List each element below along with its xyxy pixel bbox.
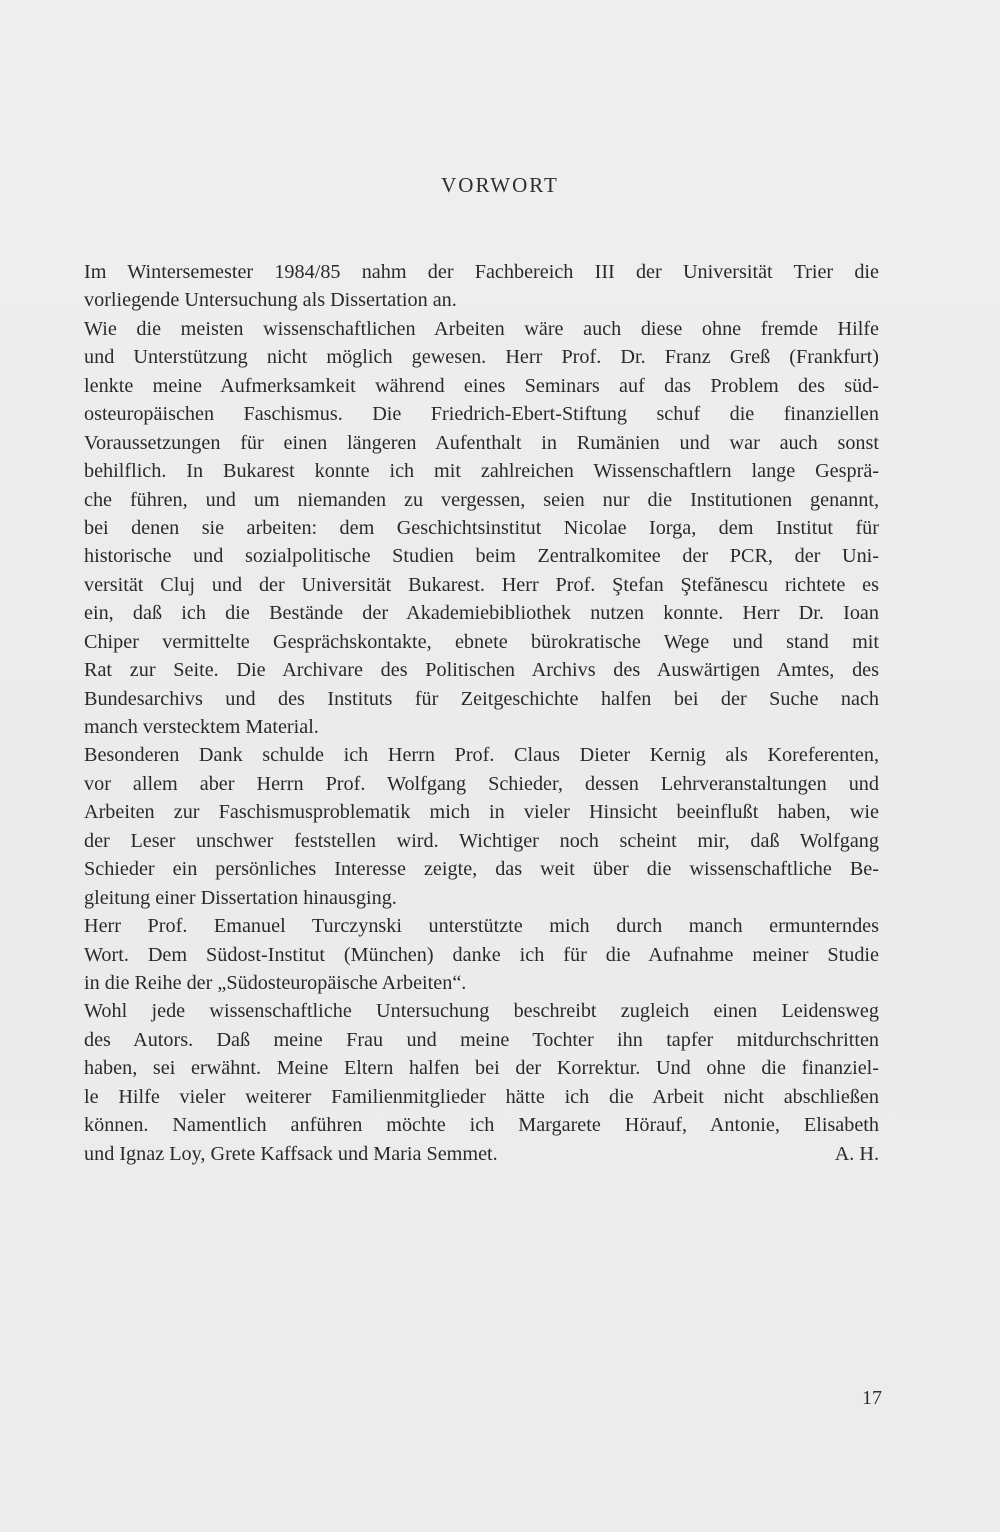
text-line: Im Wintersemester 1984/85 nahm der Fachbereich III der Universität Trier die: [84, 261, 879, 283]
text-line: Rat zur Seite. Die Archivare des Politischen Archivs des Auswärtigen Amtes, des: [84, 659, 879, 682]
text-line: der Leser unschwer feststellen wird. Wichtiger noch scheint mir, daß Wolfgang: [84, 829, 879, 852]
text-line: le Hilfe vieler weiterer Familienmitglieder hätte ich die Arbeit nicht abschließen: [84, 1085, 879, 1108]
text-line: haben, sei erwähnt. Meine Eltern halfen bei der Korrektur. Und ohne die finanziel-: [84, 1057, 879, 1080]
text-line: und Ignaz Loy, Grete Kaffsack und Maria Semmet.: [84, 1142, 498, 1165]
text-line: Besonderen Dank schulde ich Herrn Prof. Claus Dieter Kernig als Koreferenten,: [84, 744, 879, 767]
text-line: gleitung einer Dissertation hinausging.: [84, 886, 397, 909]
text-line: Wie die meisten wissenschaftlichen Arbeiten wäre auch diese ohne fremde Hilfe: [84, 317, 879, 340]
text-line: können. Namentlich anführen möchte ich Margarete Hörauf, Antonie, Elisabeth: [84, 1114, 879, 1137]
text-line: Arbeiten zur Faschismusproblematik mich in vieler Hinsicht beeinflußt haben, wie: [84, 801, 879, 824]
text-line: lenkte meine Aufmerksamkeit während eines Seminars auf das Problem des süd-: [84, 374, 879, 397]
text-line: Chiper vermittelte Gesprächskontakte, ebnete bürokratische Wege und stand mit: [84, 630, 879, 653]
page-number: 17: [862, 1387, 882, 1409]
preface-body: [84, 258, 879, 1168]
text-line: Bundesarchivs und des Instituts für Zeitgeschichte halfen bei der Suche nach: [84, 687, 879, 710]
text-line: und Unterstützung nicht möglich gewesen. Herr Prof. Dr. Franz Greß (Frankfurt): [84, 346, 879, 369]
text-line: versität Cluj und der Universität Bukarest. Herr Prof. Ştefan Ştefănescu richtete es: [84, 573, 879, 596]
text-line: manch verstecktem Material.: [84, 716, 319, 738]
text-line: Herr Prof. Emanuel Turczynski unterstützte mich durch manch ermunterndes: [84, 915, 879, 938]
text-line: Wohl jede wissenschaftliche Untersuchung beschreibt zugleich einen Leidensweg: [84, 1000, 879, 1023]
text-line: ein, daß ich die Bestände der Akademiebibliothek nutzen konnte. Herr Dr. Ioan: [84, 602, 879, 625]
text-line: Voraussetzungen für einen längeren Aufenthalt in Rumänien und war auch sonst: [84, 431, 879, 454]
text-line: historische und sozialpolitische Studien beim Zentralkomitee der PCR, der Uni-: [84, 545, 879, 568]
text-line: vor allem aber Herrn Prof. Wolfgang Schieder, dessen Lehrveranstaltungen und: [84, 772, 879, 795]
text-line: in die Reihe der „Südosteuropäische Arbeiten“.: [84, 971, 467, 994]
text-line: Schieder ein persönliches Interesse zeigte, das weit über die wissenschaftliche Be-: [84, 858, 879, 881]
page-title: VORWORT: [441, 173, 559, 197]
text-line: des Autors. Daß meine Frau und meine Tochter ihn tapfer mitdurchschritten: [84, 1028, 879, 1051]
text-line: behilflich. In Bukarest konnte ich mit zahlreichen Wissenschaftlern lange Gesprä-: [84, 460, 879, 483]
final-line: [84, 1140, 879, 1168]
text-line: osteuropäischen Faschismus. Die Friedrich-Ebert-Stiftung schuf die finanziellen: [84, 403, 879, 426]
text-line: vorliegende Untersuchung als Dissertation an.: [84, 289, 457, 312]
author-initials: A. H.: [834, 1142, 879, 1165]
text-line: Wort. Dem Südost-Institut (München) danke ich für die Aufnahme meiner Studie: [84, 943, 879, 966]
text-line: bei denen sie arbeiten: dem Geschichtsinstitut Nicolae Iorga, dem Institut für: [84, 516, 879, 539]
text-line: che führen, und um niemanden zu vergessen, seien nur die Institutionen genannt,: [84, 488, 879, 511]
